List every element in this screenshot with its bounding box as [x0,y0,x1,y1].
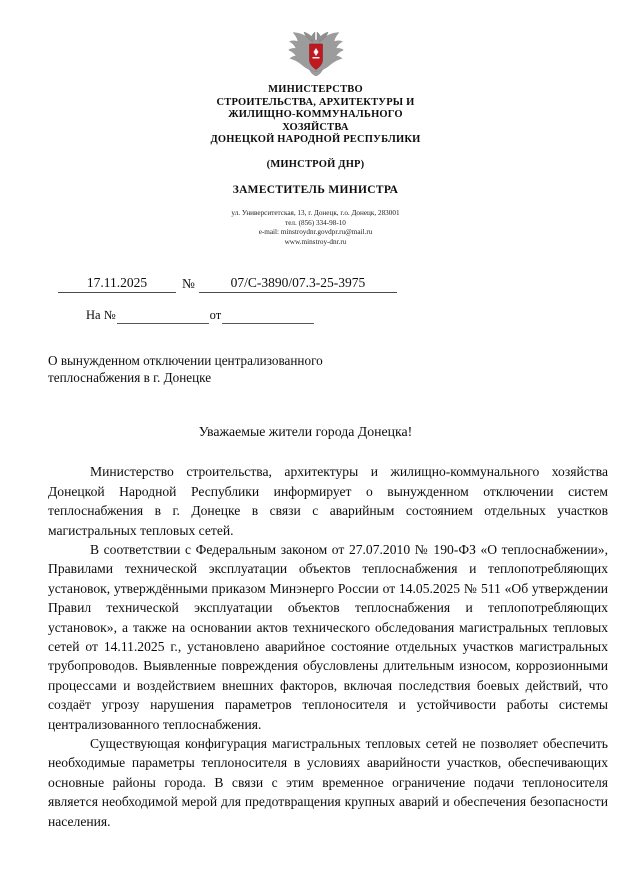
org-abbreviation: (МИНСТРОЙ ДНР) [266,158,365,170]
signer-position: ЗАМЕСТИТЕЛЬ МИНИСТРА [232,183,399,196]
reply-reference-row [58,308,631,324]
org-line: ХОЗЯЙСТВА [282,121,349,133]
body-paragraph: В соответствии с Федеральным законом от 27.07.2010 № 190-ФЗ «О теплоснабжении», Правилами технической эксплуатации объектов теплоснабжения и теплопотребляющих установок, утверждёнными приказом Минэнерго России от 14.05.2025 № 511 «Об утверждении Правил технической эксплуатации объектов теплоснабжения и теплопотребляющих установок», а также на основании актов технического обследования магистральных тепловых сетей от 14.11.2025 г., установлено аварийное состояние отдельных участков магистральных трубопроводов. Выявленные повреждения обусловлены длительным износом, коррозионными процессами и воздействием внешних факторов, включая последствия боевых действий, что создаёт угрозу нарушения параметров теплоносителя и устойчивости работы системы централизованного теплоснабжения. [48,541,608,732]
contact-phone: тел. (856) 334-98-10 [285,218,346,227]
double-headed-eagle-emblem [285,26,347,78]
org-line: ДОНЕЦКОЙ НАРОДНОЙ РЕСПУБЛИКИ [210,134,421,146]
body-text [0,462,631,831]
contact-email: e-mail: minstroydnr.govdpr.ru@mail.ru [258,228,373,237]
subject-line: О вынужденном отключении централизованного теплоснабжения в г. Донецке [48,353,323,385]
date-number-row [58,271,631,293]
reply-to-label: На № [86,308,116,323]
document-number: 07/С-3890/07.3-25-3975 [199,275,397,293]
reference-block [0,271,631,324]
org-line: ЖИЛИЩНО-КОММУНАЛЬНОГО [228,109,403,121]
contact-website: www.minstroy-dnr.ru [284,237,347,246]
reply-to-value [117,323,209,324]
letterhead [0,84,631,247]
contacts-block [0,209,631,247]
body-paragraph: Министерство строительства, архитектуры и жилищно-коммунального хозяйства Донецкой Народной Республики информирует о вынужденном отключении систем теплоснабжения в г. Донецке в связи с аварийным состоянием отдельных участков магистральных тепловых сетей. [48,464,608,538]
document-date: 17.11.2025 [58,275,176,293]
org-line: МИНИСТЕРСТВО [268,84,363,95]
contact-address: ул. Университетская, 13, г. Донецк, г.о. Донецк, 283001 [231,208,400,217]
reply-date-label: от [209,308,222,323]
org-line: СТРОИТЕЛЬСТВА, АРХИТЕКТУРЫ И [216,96,415,108]
number-sign: № [182,276,195,292]
body-paragraph: Существующая конфигурация магистральных тепловых сетей не позволяет обеспечить необходимые параметры теплоносителя в условиях аварийности участков, обеспечивающих основные районы города. В связи с этим временное ограничение подачи теплоносителя является необходимой мерой для предотвращения крупных аварий и обеспечения безопасности населения. [48,736,608,829]
emblem-container [0,0,631,78]
salutation: Уважаемые жители города Донецка! [198,424,413,440]
reply-date-value [222,323,314,324]
